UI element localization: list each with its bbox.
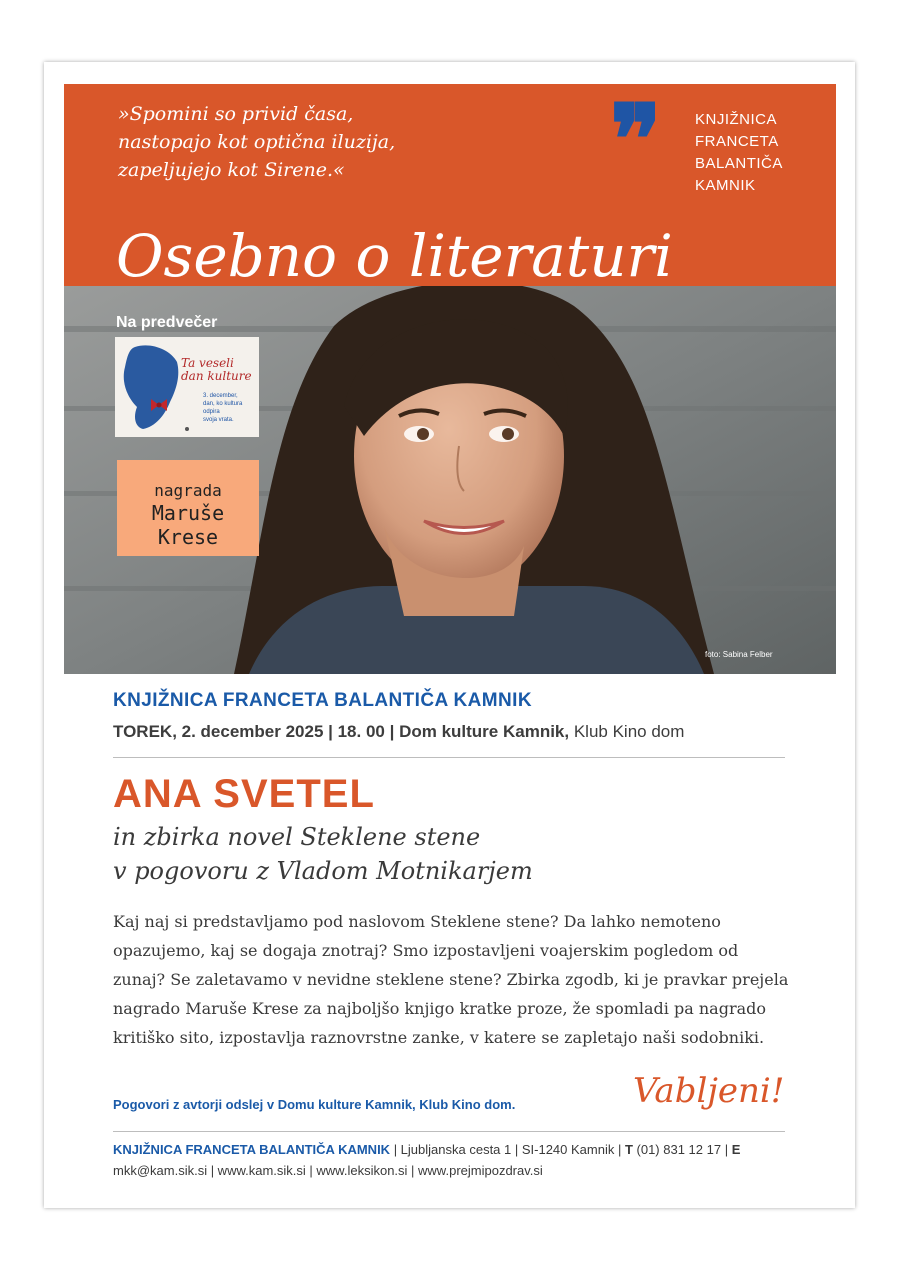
quote-line: nastopajo kot optična iluzija, — [118, 131, 396, 153]
culture-day-title — [181, 357, 252, 383]
event-datetime — [113, 722, 684, 742]
award-line: Krese — [157, 525, 219, 549]
event-description: Kaj naj si predstavljamo pod naslovom Steklene stene? Da lahko nemoteno opazujemo, kaj se dogaja znotraj? Smo izpostavljeni voajerskim pogledom od zunaj? Se zaletavamo v nevidne steklene stene? Zbirka zgodb, ki je pravkar prejela nagrado Maruše Krese za najboljšo knjigo kratke proze, že spomladi pa nagrado kritiško sito, izpostavlja raznovrstne zanke, v katere se zapletajo naši sodobniki. — [113, 912, 789, 1047]
footer-org: KNJIŽNICA FRANCETA BALANTIČA KAMNIK — [113, 1142, 391, 1157]
culture-day-date-line: 3. december, — [203, 393, 238, 399]
quote-line: »Spomini so privid časa, — [118, 103, 354, 125]
award-badge-text — [117, 481, 259, 549]
footer-email-web: mkk@kam.sik.si | www.kam.sik.si | www.leksikon.si | www.prejmipozdrav.si — [113, 1163, 543, 1178]
organizer-name: KNJIŽNICA FRANCETA BALANTIČA KAMNIK — [113, 690, 532, 711]
award-line: Maruše — [151, 501, 225, 525]
library-logo-line: KAMNIK — [695, 177, 756, 194]
photo-credit: foto: Sabina Felber — [705, 650, 773, 659]
culture-day-date-line: svoja vrata. — [203, 417, 234, 423]
page-title: Osebno o literaturi — [116, 222, 673, 290]
culture-day-date — [203, 392, 257, 424]
author-name: ANA SVETEL — [113, 772, 375, 816]
subtitle-line: in zbirka novel Steklene stene — [113, 823, 481, 851]
event-date-time-place: TOREK, 2. december 2025 | 18. 00 | Dom kulture Kamnik, — [113, 722, 570, 741]
footer-phone-label: T — [624, 1142, 633, 1157]
award-line: nagrada — [154, 481, 222, 500]
event-subtitle — [113, 820, 533, 888]
culture-day-title-line: Ta veseli — [181, 356, 234, 370]
footer-contact — [113, 1139, 793, 1181]
divider — [113, 757, 785, 758]
quote-mark-icon: ❞ — [610, 83, 656, 196]
library-logo-line: FRANCETA — [695, 133, 779, 150]
library-logo-line: KNJIŽNICA — [695, 111, 778, 128]
quote — [118, 100, 448, 184]
footer-phone: (01) 831 12 17 | — [632, 1142, 732, 1157]
footer-address: | Ljubljanska cesta 1 | SI-1240 Kamnik | — [390, 1142, 625, 1157]
venue-note: Pogovori z avtorji odslej v Domu kulture Kamnik, Klub Kino dom. — [113, 1097, 516, 1112]
culture-day-title-line: dan kulture — [181, 369, 252, 383]
divider — [113, 1131, 785, 1132]
welcome-text: Vabljeni! — [633, 1071, 785, 1111]
library-logo — [695, 109, 783, 197]
event-venue: Klub Kino dom — [569, 722, 685, 741]
subtitle-line: v pogovoru z Vladom Motnikarjem — [113, 857, 533, 885]
library-logo-line: BALANTIČA — [695, 155, 783, 172]
footer-email-label: E — [731, 1142, 741, 1157]
culture-day-date-line: dan, ko kultura odpira — [203, 401, 243, 415]
quote-line: zapeljujejo kot Sirene.« — [118, 159, 345, 181]
section-label: Na predvečer — [116, 314, 218, 331]
